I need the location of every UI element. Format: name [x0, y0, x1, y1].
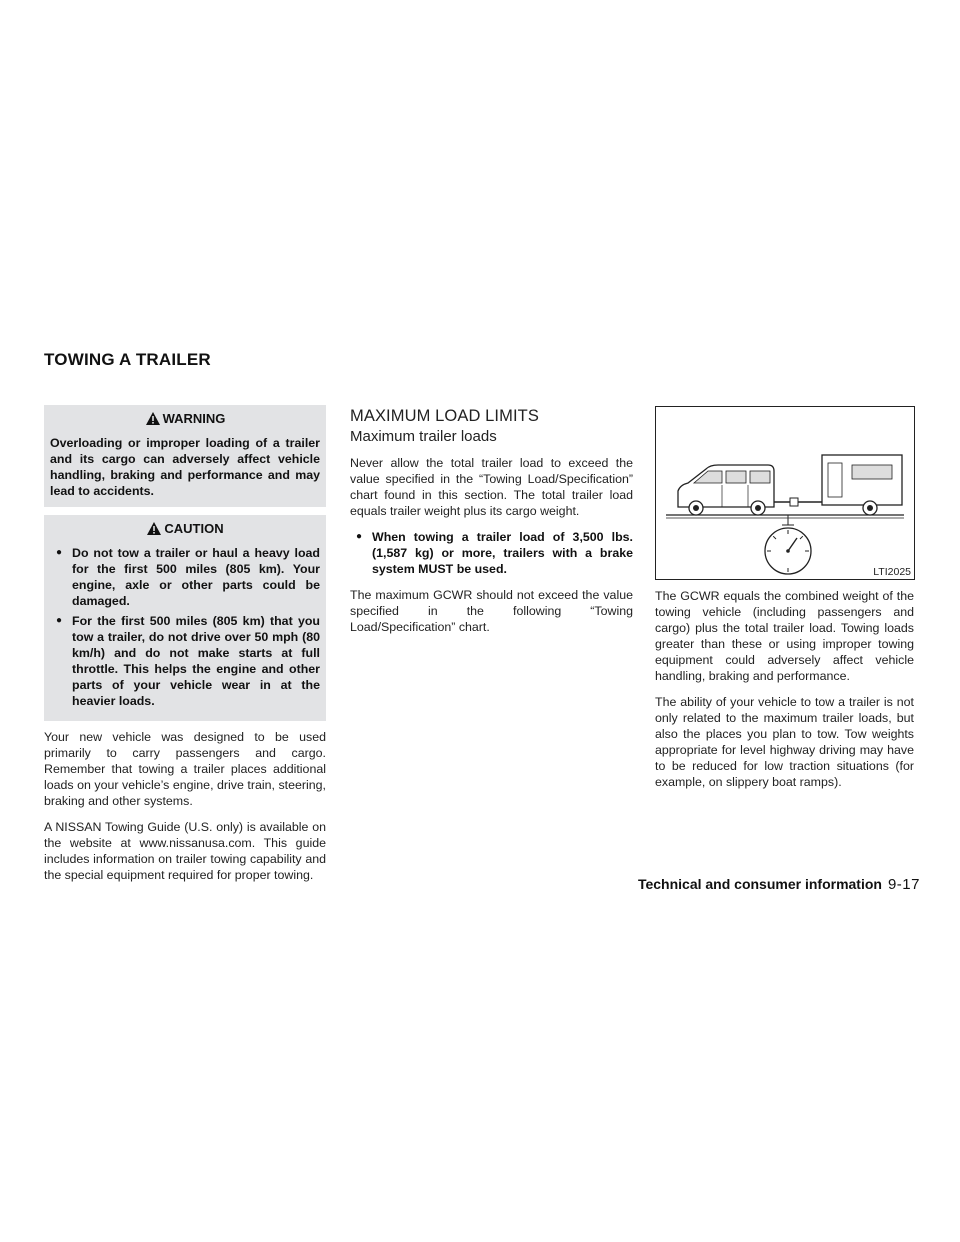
warning-text: Overloading or improper loading of a trailer and its cargo can adversely affect vehicle handling, braking and performance and may lead to accidents. [50, 436, 320, 498]
caution-header [50, 519, 320, 545]
caution-title: CAUTION [164, 521, 224, 536]
page-footer [620, 876, 920, 894]
caution-list [50, 545, 320, 709]
page-number: 9-17 [887, 876, 920, 893]
footer-section-name: Technical and consumer information [637, 876, 882, 892]
warning-title: WARNING [162, 411, 226, 426]
warning-header [50, 409, 320, 435]
body-paragraph: The maximum GCWR should not exceed the value specified in the following “Towing Load/Specification” chart. [350, 588, 633, 634]
body-paragraph: A NISSAN Towing Guide (U.S. only) is available on the website at www.nissanusa.com. This guide includes information on trailer towing capability and the special equipment required for proper towing. [44, 820, 326, 882]
body-paragraph: The GCWR equals the combined weight of the towing vehicle (including passengers and cargo) plus the total trailer load. Towing loads greater than these or using improper towing equipment could adversely affect vehicle handling, braking and performance. [655, 589, 914, 683]
body-paragraph: Your new vehicle was designed to be used primarily to carry passengers and cargo. Remember that towing a trailer places additional loads on your vehicle’s engine, drive train, steering, braking and other systems. [44, 730, 326, 808]
trailer-scale-figure [655, 406, 915, 580]
body-paragraph: Never allow the total trailer load to exceed the value specified in the “Towing Load/Specification” chart found in this section. The total trailer load equals trailer weight plus its cargo weight. [350, 456, 633, 518]
caution-item: ● For the first 500 miles (805 km) that you tow a trailer, do not drive over 50 mph (80 km/h) and do not make starts at full throttle. This helps the engine and other parts of your vehicle wear in at the heavier loads. [50, 613, 320, 709]
column-middle [350, 405, 633, 645]
caution-box [44, 515, 326, 721]
max-load-heading: MAXIMUM LOAD LIMITS [350, 407, 539, 425]
column-left [44, 405, 326, 893]
max-load-bullet: ● When towing a trailer load of 3,500 lbs. (1,587 kg) or more, trailers with a brake system MUST be used. [350, 529, 633, 577]
warning-triangle-icon [145, 411, 161, 429]
body-paragraph: The ability of your vehicle to tow a trailer is not only related to the maximum trailer loads, but also the places you plan to tow. Tow weights appropriate for level highway driving may have to be reduced for low traction situations (for example, on slippery boat ramps). [655, 695, 914, 789]
warning-box [44, 405, 326, 507]
caution-item: ● Do not tow a trailer or haul a heavy load for the first 500 miles (805 km). Your engine, axle or other parts could be damaged. [50, 545, 320, 609]
figure-label: LTI2025 [873, 566, 911, 578]
section-title: TOWING A TRAILER [44, 350, 211, 369]
column-right [655, 406, 914, 800]
caution-triangle-icon [146, 521, 162, 539]
max-load-subheading: Maximum trailer loads [350, 428, 497, 445]
max-load-list [350, 529, 633, 577]
car-trailer-illustration [656, 407, 914, 579]
